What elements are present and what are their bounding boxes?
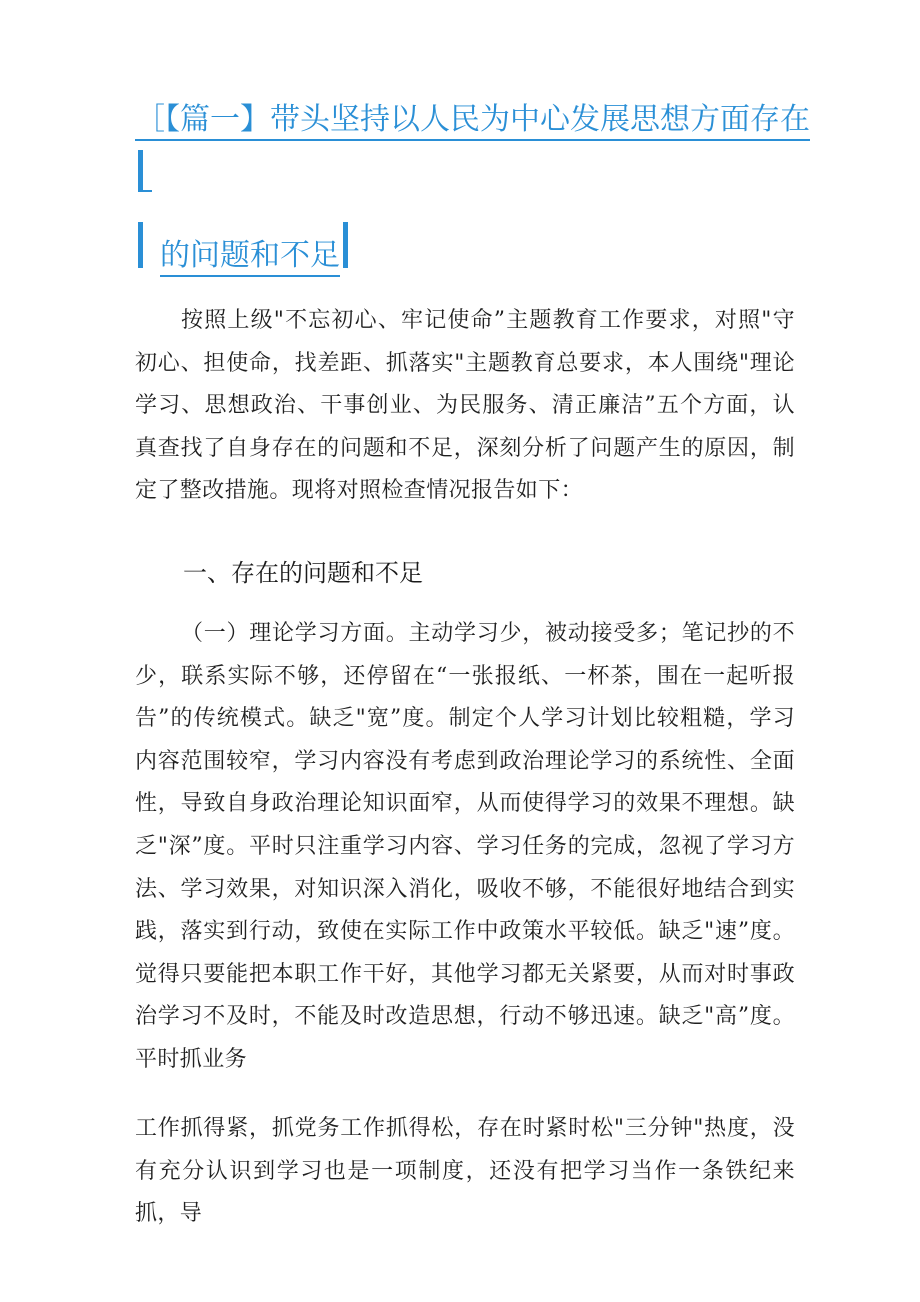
title-bracket-mark	[138, 150, 143, 192]
title-text-2: 的问题和不足	[160, 238, 340, 277]
document-title-line-2	[160, 236, 340, 276]
title-bracket-underline	[138, 190, 152, 192]
title-bracket-left	[138, 222, 143, 268]
document-title-line-1	[135, 100, 810, 140]
section-heading: 一、存在的问题和不足	[183, 559, 423, 587]
title-text-1: ［【篇一】带头坚持以人民为中心发展思想方面存在	[135, 102, 810, 141]
body-paragraph-1: （一）理论学习方面。主动学习少，被动接受多；笔记抄的不少，联系实际不够，还停留在“一张报纸、一杯茶，围在一起听报告”的传统模式。缺乏"宽”度。制定个人学习计划比较粗糙，学习内容范围较窄，学习内容没有考虑到政治理论学习的系统性、全面性，导致自身政治理论知识面窄，从而使得学习的效果不理想。缺乏"深”度。平时只注重学习内容、学习任务的完成，忽视了学习方法、学习效果，对知识深入消化，吸收不够，不能很好地结合到实践，落实到行动，致使在实际工作中政策水平较低。缺乏"速”度。觉得只要能把本职工作干好，其他学习都无关紧要，从而对时事政治学习不及时，不能及时改造思想，行动不够迅速。缺乏"高”度。平时抓业务	[135, 621, 795, 1072]
intro-paragraph: 按照上级"不忘初心、牢记使命”主题教育工作要求，对照"守初心、担使命，找差距、抓落实"主题教育总要求，本人围绕"理论学习、思想政治、干事创业、为民服务、清正廉洁”五个方面，认真查找了自身存在的问题和不足，深刻分析了问题产生的原因，制定了整改措施。现将对照检查情况报告如下：	[135, 308, 795, 504]
title-bracket-right	[343, 222, 348, 268]
body-paragraph-2: 工作抓得紧，抓党务工作抓得松，存在时紧时松"三分钟"热度，没有充分认识到学习也是一项制度，还没有把学习当作一条铁纪来抓，导	[135, 1116, 795, 1227]
